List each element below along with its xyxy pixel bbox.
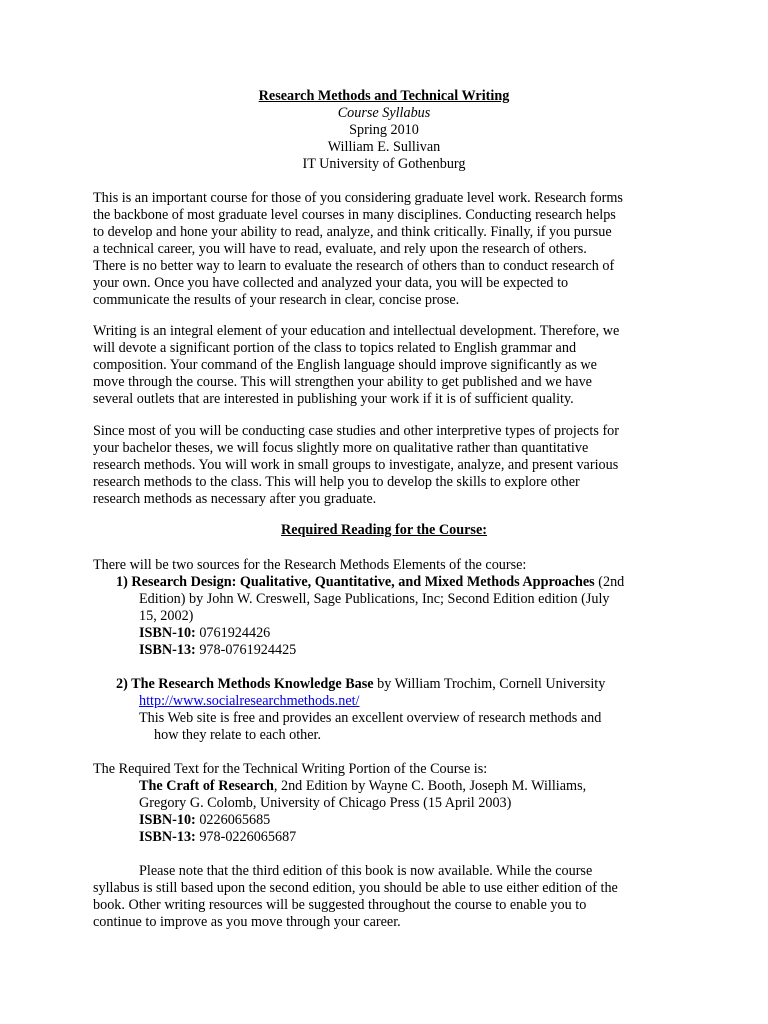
paragraph-line: your own. Once you have collected and analyzed your data, you will be expected to	[93, 275, 569, 291]
isbn10-label: ISBN-10:	[139, 625, 196, 641]
paragraph-line: research methods to the class. This will help you to develop the skills to explore other	[93, 474, 580, 490]
isbn10-value: 0226065685	[195, 812, 271, 828]
book3-isbn13	[139, 829, 296, 846]
paragraph-line: communicate the results of your research in clear, concise prose.	[93, 292, 460, 308]
paragraph-line: This is an important course for those of you considering graduate level work. Research forms	[93, 190, 623, 206]
book1-title: 1) Research Design: Qualitative, Quantitative, and Mixed Methods Approaches	[116, 574, 595, 590]
paragraph-line: composition. Your command of the English language should improve significantly as we	[93, 357, 597, 373]
book3-isbn10	[139, 812, 270, 829]
paragraph-line: several outlets that are interested in publishing your work if it is of sufficient quality.	[93, 391, 574, 407]
isbn10-label: ISBN-10:	[139, 812, 196, 828]
document-subtitle: Course Syllabus	[337, 105, 431, 121]
term: Spring 2010	[349, 122, 419, 138]
isbn13-label: ISBN-13:	[139, 829, 196, 845]
book1-publisher: Edition) by John W. Creswell, Sage Publications, Inc; Second Edition edition (July	[139, 591, 610, 607]
university: IT University of Gothenburg	[302, 156, 466, 172]
book1-isbn10	[139, 625, 270, 642]
paragraph-line: There is no better way to learn to evaluate the research of others than to conduct research of	[93, 258, 615, 274]
tw-intro: The Required Text for the Technical Writing Portion of the Course is:	[93, 761, 488, 777]
paragraph-line: Please note that the third edition of this book is now available. While the course	[139, 863, 593, 879]
book2-url-link[interactable]: http://www.socialresearchmethods.net/	[139, 693, 360, 709]
paragraph-line: to develop and hone your ability to read, analyze, and think critically. Finally, if you pursue	[93, 224, 612, 240]
book1-title-line	[116, 574, 624, 591]
document-title: Research Methods and Technical Writing	[258, 88, 510, 104]
paragraph-line: the backbone of most graduate level courses in many disciplines. Conducting research helps	[93, 207, 616, 223]
book3-authors: , 2nd Edition by Wayne C. Booth, Joseph M. Williams,	[273, 778, 587, 794]
paragraph-line: research methods. You will work in small groups to investigate, analyze, and present various	[93, 457, 619, 473]
section-heading: Required Reading for the Course:	[281, 522, 487, 538]
isbn13-value: 978-0226065687	[195, 829, 297, 845]
book1-date: 15, 2002)	[139, 608, 194, 624]
book2-title: 2) The Research Methods Knowledge Base	[116, 676, 374, 692]
isbn13-label: ISBN-13:	[139, 642, 196, 658]
paragraph-line: book. Other writing resources will be suggested throughout the course to enable you to	[93, 897, 587, 913]
paragraph-line: will devote a significant portion of the class to topics related to English grammar and	[93, 340, 577, 356]
book2-description: This Web site is free and provides an excellent overview of research methods and	[139, 710, 602, 726]
isbn13-value: 978-0761924425	[195, 642, 297, 658]
isbn10-value: 0761924426	[195, 625, 271, 641]
paragraph-line: your bachelor theses, we will focus slightly more on qualitative rather than quantitative	[93, 440, 589, 456]
instructor: William E. Sullivan	[327, 139, 441, 155]
paragraph-line: Since most of you will be conducting case studies and other interpretive types of projects for	[93, 423, 619, 439]
book1-edition: (2nd	[594, 574, 625, 590]
book2-author: by William Trochim, Cornell University	[373, 676, 606, 692]
book2-description: how they relate to each other.	[154, 727, 322, 743]
paragraph-line: research methods as necessary after you graduate.	[93, 491, 377, 507]
book3-title-line	[139, 778, 586, 795]
book3-title: The Craft of Research	[139, 778, 274, 794]
paragraph-line: move through the course. This will strengthen your ability to get published and we have	[93, 374, 592, 390]
paragraph-line: Writing is an integral element of your education and intellectual development. Therefore, we	[93, 323, 620, 339]
paragraph-line: syllabus is still based upon the second edition, you should be able to use either edition of the	[93, 880, 618, 896]
sources-intro: There will be two sources for the Research Methods Elements of the course:	[93, 557, 527, 573]
paragraph-line: a technical career, you will have to read, evaluate, and rely upon the research of others.	[93, 241, 587, 257]
paragraph-line: continue to improve as you move through your career.	[93, 914, 401, 930]
book2-title-line	[116, 676, 605, 693]
book3-publisher: Gregory G. Colomb, University of Chicago Press (15 April 2003)	[139, 795, 512, 811]
book1-isbn13	[139, 642, 296, 659]
